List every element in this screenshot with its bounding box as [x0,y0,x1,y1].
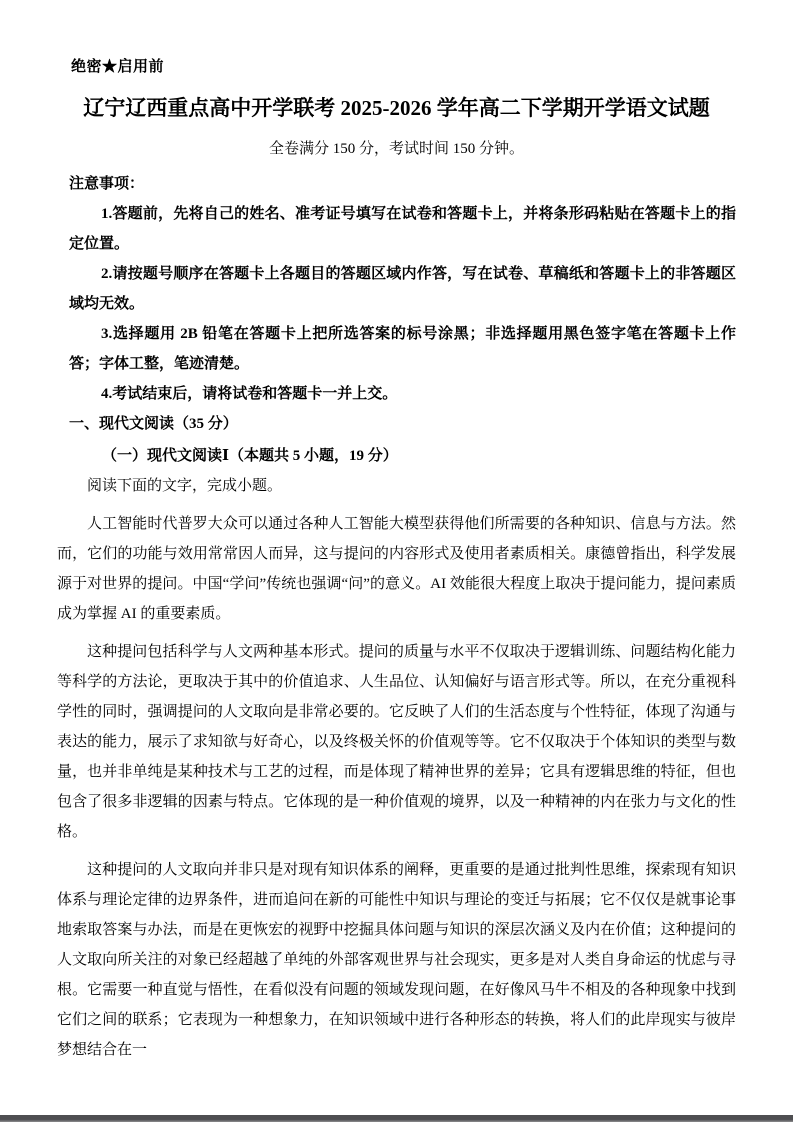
notice-item-4: 4.考试结束后，请将试卷和答题卡一并上交。 [101,386,398,402]
exam-info-line: 全卷满分 150 分，考试时间 150 分钟。 [268,141,524,157]
page-bottom-border [0,1115,793,1122]
notice-item-3: 3.选择题用 2B 铅笔在答题卡上把所选答案的标号涂黑；非选择题用黑色签字笔在答题卡上作答；字体工整，笔迹清楚。 [69,326,736,372]
reading-instruction: 阅读下面的文字，完成小题。 [87,478,283,494]
notice-item-1: 1.答题前，先将自己的姓名、准考证号填写在试卷和答题卡上，并将条形码粘贴在答题卡上的指定位置。 [69,206,736,252]
exam-title: 辽宁辽西重点高中开学联考 2025-2026 学年高二下学期开学语文试题 [83,96,710,120]
notice-item-2: 2.请按题号顺序在答题卡上各题目的答题区域内作答，写在试卷、草稿纸和答题卡上的非答题区域均无效。 [69,266,736,312]
passage-paragraph-1: 人工智能时代普罗大众可以通过各种人工智能大模型获得他们所需要的各种知识、信息与方法。然而，它们的功能与效用常常因人而异，这与提问的内容形式及使用者素质相关。康德曾指出，科学发展源于对世界的提问。中国“学问”传统也强调“问”的意义。AI 效能很大程度上取决于提问能力，提问素质成为掌握 AI 的重要素质。 [57,516,736,622]
subsection-heading-reading-1: （一）现代文阅读Ⅰ（本题共 5 小题，19 分） [102,448,398,464]
notice-heading: 注意事项： [69,176,145,192]
section-heading-modern-reading: 一、现代文阅读（35 分） [69,416,238,432]
passage-paragraph-3: 这种提问的人文取向并非只是对现有知识体系的阐释，更重要的是通过批判性思维，探索现有知识体系与理论定律的边界条件，进而追问在新的可能性中知识与理论的变迁与拓展；它不仅仅是就事论事地索取答案与办法，而是在更恢宏的视野中挖掘具体问题与知识的深层次涵义及内在价值；这种提问的人文取向所关注的对象已经超越了单纯的外部客观世界与社会现实，更多是对人类自身命运的忧虑与寻根。它需要一种直觉与悟性，在看似没有问题的领域发现问题，在好像风马牛不相及的各种现象中找到它们之间的联系；它表现为一种想象力，在知识领域中进行各种形态的转换，将人们的此岸现实与彼岸梦想结合在一 [57,862,736,1058]
classification-label: 绝密★启用前 [71,59,165,75]
passage-paragraph-2: 这种提问包括科学与人文两种基本形式。提问的质量与水平不仅取决于逻辑训练、问题结构化能力等科学的方法论，更取决于其中的价值追求、人生品位、认知偏好与语言形式等。所以，在充分重视科学性的同时，强调提问的人文取向是非常必要的。它反映了人们的生活态度与个性特征，体现了沟通与表达的能力，展示了求知欲与好奇心，以及终极关怀的价值观等等。它不仅取决于个体知识的类型与数量，也并非单纯是某种技术与工艺的过程，而是体现了精神世界的差异；它具有逻辑思维的特征，但也包含了很多非逻辑的因素与特点。它体现的是一种价值观的境界，以及一种精神的内在张力与文化的性格。 [57,644,736,840]
